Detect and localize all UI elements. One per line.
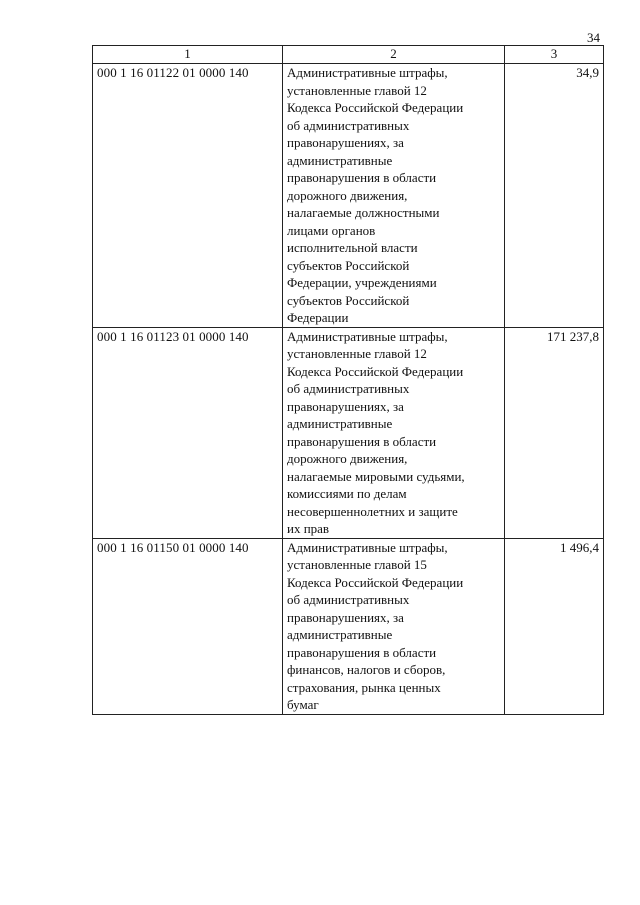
description-line: правонарушениях, за: [287, 609, 404, 625]
table-body: [93, 64, 604, 715]
description-line: установленные главой 15: [287, 557, 427, 572]
description-line: лицами органов: [287, 222, 376, 238]
description-line: Административные штрафы,: [287, 328, 448, 344]
description-line: несовершеннолетних и защите: [287, 503, 458, 519]
description-line: Кодекса Российской Федерации: [287, 100, 464, 115]
description-line: административные: [287, 416, 393, 431]
amount-cell: 1 496,4: [505, 538, 604, 714]
budget-table: [92, 45, 604, 715]
description-line: дорожного движения,: [287, 451, 408, 466]
description-line: административные: [287, 627, 393, 642]
column-header-3: 3: [505, 46, 604, 64]
description-line: Кодекса Российской Федерации: [287, 574, 464, 590]
amount-cell: 171 237,8: [505, 327, 604, 538]
budget-code-cell: 000 1 16 01150 01 0000 140: [93, 538, 283, 714]
description-line: правонарушениях, за: [287, 135, 404, 150]
description-cell: [283, 327, 505, 538]
table-row: [93, 538, 604, 714]
description-line: комиссиями по делам: [287, 486, 407, 501]
description-line: исполнительной власти: [287, 240, 418, 255]
description-line: установленные главой 12: [287, 82, 427, 98]
description-line: субъектов Российской: [287, 257, 410, 273]
description-cell: [283, 538, 505, 714]
amount-cell: 34,9: [505, 64, 604, 328]
description-line: их прав: [287, 521, 330, 536]
description-line: дорожного движения,: [287, 187, 408, 203]
description-line: налагаемые мировыми судьями,: [287, 468, 465, 484]
column-header-1: 1: [93, 46, 283, 64]
description-line: правонарушения в области: [287, 170, 437, 185]
description-line: об административных: [287, 592, 410, 607]
description-line: Административные штрафы,: [287, 539, 448, 555]
description-line: Федерации: [287, 310, 349, 325]
description-line: субъектов Российской: [287, 292, 410, 308]
description-cell: [283, 64, 505, 328]
description-line: бумаг: [287, 697, 319, 712]
budget-code-cell: 000 1 16 01122 01 0000 140: [93, 64, 283, 328]
description-line: Федерации, учреждениями: [287, 275, 437, 290]
description-line: Административные штрафы,: [287, 65, 448, 80]
description-line: административные: [287, 152, 393, 168]
table-header-row: [93, 46, 604, 64]
page-number: 34: [587, 30, 600, 45]
description-line: об административных: [287, 381, 410, 396]
description-line: установленные главой 12: [287, 346, 427, 361]
description-line: Кодекса Российской Федерации: [287, 363, 464, 379]
description-line: правонарушениях, за: [287, 398, 404, 414]
description-line: правонарушения в области: [287, 433, 437, 449]
budget-code-cell: 000 1 16 01123 01 0000 140: [93, 327, 283, 538]
description-line: налагаемые должностными: [287, 205, 440, 220]
description-line: страхования, рынка ценных: [287, 679, 441, 695]
description-line: финансов, налогов и сборов,: [287, 662, 446, 677]
table-row: [93, 327, 604, 538]
description-line: об административных: [287, 117, 410, 133]
column-header-2: 2: [283, 46, 505, 64]
table-row: [93, 64, 604, 328]
description-line: правонарушения в области: [287, 644, 437, 660]
